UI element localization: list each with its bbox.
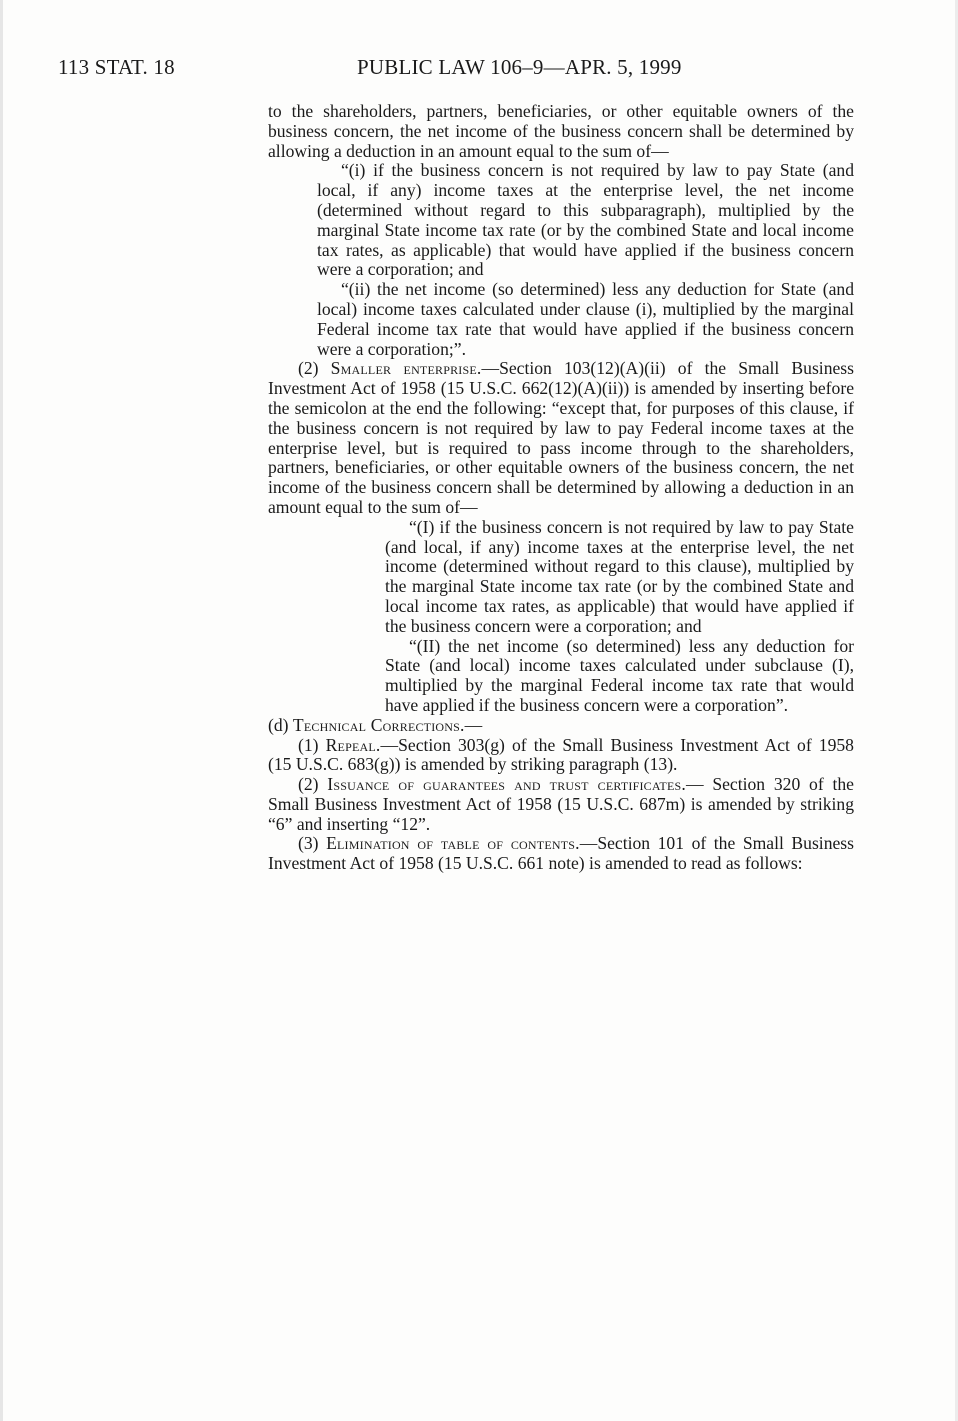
item-number: (2) <box>298 774 319 795</box>
item-text: —Section 103(12)(A)(ii) of the Small Business Investment Act of 1958 (15 U.S.C. 662(12)(A)(ii)) is amended by inserting before the semicolon at the end the following: “except that, for purposes of this clause, if the business concern is not required by law to pay Federal income taxes at the enterprise level, but is required to pass income through to the shareholders, partners, beneficiaries, or other equitable owners of the business concern, the net income of the business concern shall be determined by allowing a deduction in an amount equal to the sum of— <box>268 358 854 517</box>
item-text: — Section 320 of the Small Business Investment Act of 1958 (15 U.S.C. 687m) is amended by striking “6” and inserting “12”. <box>268 774 854 834</box>
item-text: —Section 101 of the Small Business Investment Act of 1958 (15 U.S.C. 661 note) is amended to read as follows: <box>268 833 854 874</box>
paragraph-continuation: to the shareholders, partners, beneficiaries, or other equitable owners of the business concern, the net income of the business concern shall be determined by allowing a deduction in an amount equal to the sum of— <box>268 101 854 161</box>
clause-i: “(i) if the business concern is not required by law to pay State (and local, if any) income taxes at the enterprise level, the net income (determined without regard to this subparagraph), multiplied by the marginal State income tax rate (or by the combined State and local income tax rates, as applicable) that would have applied if the business concern were a corporation; and <box>317 160 854 280</box>
public-law-title: PUBLIC LAW 106–9—APR. 5, 1999 <box>357 55 682 79</box>
item-heading: Repeal. <box>325 734 381 755</box>
subsection-d-heading <box>268 716 854 736</box>
item-heading: Elimination of table of contents. <box>326 833 580 854</box>
item-heading: Issuance of guarantees and trust certificates. <box>327 774 686 795</box>
statute-body <box>268 102 854 874</box>
subclause-II: “(II) the net income (so determined) less any deduction for State (and local) income taxes calculated under subclause (I), multiplied by the marginal Federal income tax rate that would have applied if the business concern were a corporation”. <box>385 635 854 715</box>
clause-ii: “(ii) the net income (so determined) less any deduction for State (and local) income taxes calculated under clause (i), multiplied by the marginal Federal income tax rate that would have applied if the business concern were a corporation;”. <box>317 279 854 359</box>
paragraph-d1-repeal <box>268 736 854 776</box>
paragraph-d2-issuance <box>268 775 854 834</box>
item-dash: — <box>464 714 483 735</box>
item-heading: Technical Corrections. <box>292 714 465 735</box>
item-text: —Section 303(g) of the Small Business Investment Act of 1958 (15 U.S.C. 683(g)) is amended by striking paragraph (13). <box>268 734 854 775</box>
item-heading: Smaller enterprise. <box>330 358 482 379</box>
page-left-edge <box>0 0 3 1421</box>
item-number: (1) <box>298 734 319 755</box>
stat-page-number: 113 STAT. 18 <box>58 55 175 79</box>
item-number: (3) <box>298 833 319 854</box>
paragraph-d3-elimination <box>268 834 854 874</box>
paragraph-2-smaller-enterprise <box>268 359 854 517</box>
item-number: (2) <box>298 358 319 379</box>
subclause-I: “(I) if the business concern is not required by law to pay State (and local, if any) income taxes at the enterprise level, the net income (determined without regard to this clause), multiplied by the marginal State income tax rate (or by the combined State and local income tax rates, as applicable) that would have applied if the business concern were a corporation; and <box>385 516 854 636</box>
item-number: (d) <box>268 714 289 735</box>
